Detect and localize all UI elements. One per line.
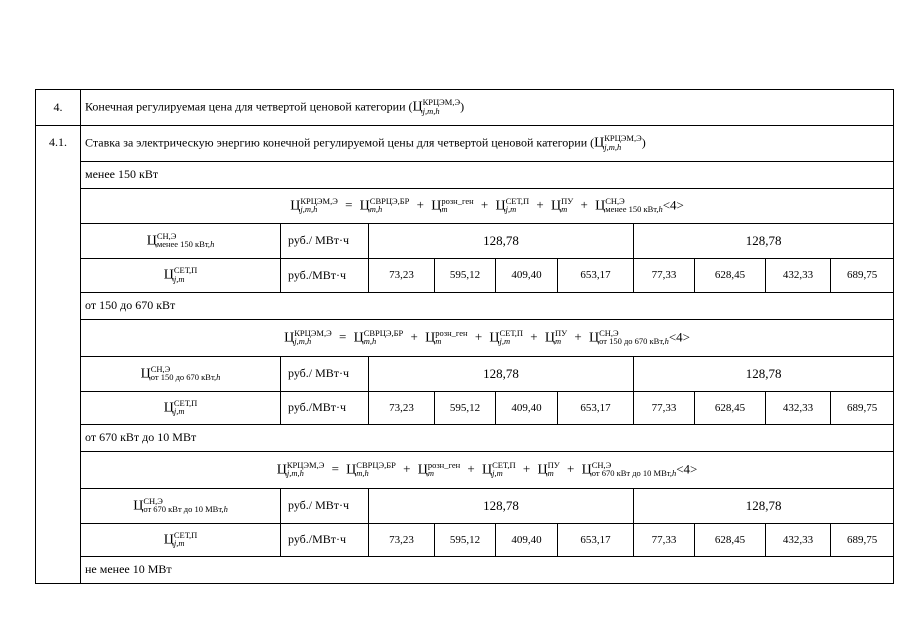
set-value: 689,75 [831,259,894,293]
set-row [36,524,894,557]
formula: Ц КРЦЭМ,Э j,m,h = Ц СВРЦЭ,БР m,h + Ц розн_ген m + Ц СЕТ,П j,m + Ц ПУ m + Ц СН,Э от 150 до 670 кВт,h <4> [81,320,894,357]
set-value: 73,23 [369,524,435,557]
unit-label: руб./ МВт·ч [281,489,369,524]
set-value: 73,23 [369,259,435,293]
set-value: 77,33 [634,259,695,293]
set-value: 73,23 [369,392,435,425]
group-heading-row [36,162,894,189]
group-heading-row [36,293,894,320]
sn-symbol: Ц СН,Э менее 150 кВт,h [81,224,281,259]
sn-value-a: 128,78 [369,489,634,524]
sn-value-a: 128,78 [369,224,634,259]
set-value: 653,17 [558,259,634,293]
sn-value-b: 128,78 [634,489,894,524]
set-value: 595,12 [435,392,496,425]
sn-value-b: 128,78 [634,357,894,392]
sn-symbol: Ц СН,Э от 670 кВт до 10 МВт,h [81,489,281,524]
set-value: 595,12 [435,524,496,557]
formula: Ц КРЦЭМ,Э j,m,h = Ц СВРЦЭ,БР m,h + Ц розн_ген m + Ц СЕТ,П j,m + Ц ПУ m + Ц СН,Э менее 150 кВт,h <4> [81,189,894,224]
unit-label: руб./МВт·ч [281,259,369,293]
set-value: 77,33 [634,524,695,557]
section-4-row [36,90,894,126]
group-heading-row [36,557,894,584]
set-value: 432,33 [766,259,831,293]
sn-symbol: Ц СН,Э от 150 до 670 кВт,h [81,357,281,392]
formula-row [36,320,894,357]
sn-value-a: 128,78 [369,357,634,392]
set-value: 432,33 [766,392,831,425]
section-number: 4.1. [36,126,81,584]
price-symbol: Ц [594,135,605,151]
section-title-text: Конечная регулируемая цена для четвертой ценовой категории ( [85,99,413,114]
unit-label: руб./ МВт·ч [281,357,369,392]
set-symbol: Ц СЕТ,П j,m [81,392,281,425]
set-row [36,392,894,425]
set-value: 409,40 [496,524,558,557]
formula-row [36,452,894,489]
set-value: 653,17 [558,392,634,425]
set-value: 628,45 [695,392,766,425]
set-value: 432,33 [766,524,831,557]
tariff-table [35,89,894,584]
group-heading: от 670 кВт до 10 МВт [81,425,894,452]
set-value: 628,45 [695,524,766,557]
group-heading: не менее 10 МВт [81,557,894,584]
section-4-1-row [36,126,894,162]
set-value: 77,33 [634,392,695,425]
unit-label: руб./МВт·ч [281,392,369,425]
sn-row [36,489,894,524]
formula: Ц КРЦЭМ,Э j,m,h = Ц СВРЦЭ,БР m,h + Ц розн_ген m + Ц СЕТ,П j,m + Ц ПУ m + Ц СН,Э от 670 кВт до 10 МВт,h <4> [81,452,894,489]
group-heading: от 150 до 670 кВт [81,293,894,320]
set-symbol: Ц СЕТ,П j,m [81,524,281,557]
price-symbol: Ц [412,99,423,115]
unit-label: руб./МВт·ч [281,524,369,557]
group-heading-row [36,425,894,452]
sn-row [36,224,894,259]
section-title: Конечная регулируемая цена для четвертой ценовой категории (Ц КРЦЭМ,Э j,m,h ) [81,90,894,126]
set-value: 628,45 [695,259,766,293]
set-value: 409,40 [496,259,558,293]
unit-label: руб./ МВт·ч [281,224,369,259]
sn-row [36,357,894,392]
set-value: 689,75 [831,524,894,557]
set-value: 689,75 [831,392,894,425]
set-value: 653,17 [558,524,634,557]
sn-value-b: 128,78 [634,224,894,259]
section-title: Ставка за электрическую энергию конечной регулируемой цены для четвертой ценовой категории (Ц КРЦЭМ,Э j,m,h ) [81,126,894,162]
set-value: 595,12 [435,259,496,293]
section-title-text: Ставка за электрическую энергию конечной регулируемой цены для четвертой ценовой категории ( [85,135,595,150]
set-symbol: Ц СЕТ,П j,m [81,259,281,293]
group-heading: менее 150 кВт [81,162,894,189]
set-row [36,259,894,293]
set-value: 409,40 [496,392,558,425]
section-number: 4. [36,90,81,126]
formula-row [36,189,894,224]
